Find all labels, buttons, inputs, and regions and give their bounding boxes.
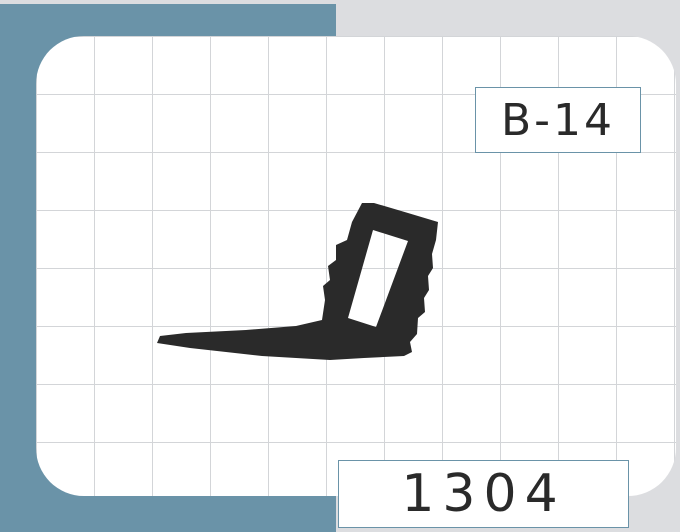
seal-profile-shape [157, 203, 438, 360]
profile-code-label: B-14 [475, 87, 641, 153]
profile-number-label: 1304 [338, 460, 629, 528]
